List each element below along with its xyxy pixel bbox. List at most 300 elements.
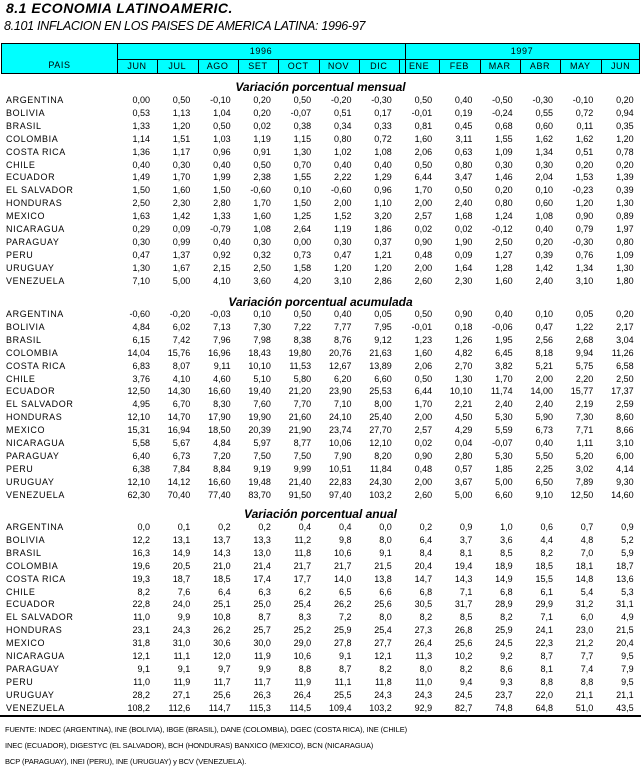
country-name: CHILE (6, 373, 36, 384)
country-name: PERU (6, 249, 34, 260)
value-cell: 0,90 (414, 236, 433, 247)
value-cell: 0,55 (535, 107, 553, 118)
value-cell: 13,1 (172, 534, 191, 545)
country-name: MEXICO (6, 425, 46, 436)
value-cell: 28,9 (495, 599, 513, 610)
value-cell: 25,7 (253, 625, 271, 636)
value-cell: 0,40 (213, 159, 231, 170)
table-row (0, 108, 641, 121)
value-cell: 0,4 (338, 522, 352, 532)
value-cell: 1,53 (575, 172, 594, 183)
value-cell: 11,0 (133, 676, 150, 687)
value-cell: 0,02 (454, 224, 473, 234)
value-cell: -0,07 (492, 438, 513, 448)
value-cell: -0,30 (371, 95, 392, 105)
value-cell: 2,17 (616, 321, 634, 332)
table-row (0, 147, 641, 160)
value-cell: -0,01 (411, 107, 433, 118)
value-cell: 1,34 (575, 262, 594, 273)
value-cell: 7,90 (333, 450, 352, 461)
value-cell: 1,50 (293, 198, 312, 209)
value-cell: 1,33 (132, 120, 150, 131)
value-cell: 2,50 (253, 262, 271, 273)
value-cell: 1,20 (374, 262, 392, 273)
value-cell: 43,5 (616, 702, 634, 713)
value-cell: 21,7 (293, 560, 312, 571)
value-cell: 1,19 (333, 224, 352, 234)
table-row (0, 185, 641, 198)
value-cell: 0,02 (253, 120, 271, 131)
value-cell: 14,9 (495, 573, 513, 584)
value-cell: 14,7 (414, 573, 433, 584)
value-cell: 1,19 (253, 133, 271, 144)
value-cell: 4,84 (213, 438, 231, 448)
value-cell: 5,67 (172, 438, 191, 448)
value-cell: 12,67 (328, 360, 352, 371)
value-cell: 5,97 (253, 438, 271, 448)
value-cell: 19,90 (248, 412, 271, 423)
value-cell: 11,9 (254, 651, 271, 661)
table-row (0, 664, 641, 677)
value-cell: 1,27 (495, 249, 513, 260)
value-cell: -0,50 (492, 95, 513, 105)
value-cell: 10,10 (248, 360, 271, 371)
value-cell: 22,3 (535, 638, 553, 649)
value-cell: -0,79 (210, 224, 231, 234)
value-cell: 0,96 (374, 185, 392, 196)
value-cell: 0,40 (535, 438, 553, 448)
value-cell: 62,30 (127, 489, 150, 500)
value-cell: 12,1 (132, 651, 150, 661)
value-cell: 1,03 (213, 133, 231, 144)
value-cell: 25,4 (293, 599, 312, 610)
value-cell: -0,60 (330, 185, 352, 196)
value-cell: -0,20 (330, 95, 352, 105)
value-cell: 3,02 (575, 463, 594, 474)
value-cell: 0,18 (454, 321, 473, 332)
value-cell: 14,12 (167, 476, 191, 487)
value-cell: 114,5 (289, 702, 312, 713)
value-cell: 25,4 (374, 625, 392, 636)
value-cell: 0,39 (616, 185, 634, 196)
value-cell: 21,4 (253, 560, 271, 571)
table-row (0, 399, 641, 412)
value-cell: 7,4 (580, 663, 594, 674)
value-cell: 7,95 (374, 321, 392, 332)
value-cell: 7,89 (575, 476, 594, 487)
value-cell: 2,19 (575, 399, 594, 410)
value-cell: 1,55 (293, 172, 312, 183)
value-cell: 0,91 (253, 146, 271, 157)
value-cell: 1,28 (495, 262, 513, 273)
value-cell: 1,23 (414, 334, 433, 345)
value-cell: 11,2 (294, 534, 312, 545)
country-name: HONDURAS (6, 625, 63, 636)
value-cell: 17,37 (611, 386, 634, 397)
value-cell: 2,57 (414, 425, 433, 436)
header-year-1997: 1997 (510, 46, 534, 56)
value-cell: 0,40 (213, 236, 231, 247)
value-cell: -0,01 (411, 321, 433, 332)
value-cell: 8,6 (500, 663, 513, 674)
table-row (0, 134, 641, 147)
country-name: EL SALVADOR (6, 399, 74, 410)
value-cell: 6,70 (172, 399, 191, 410)
value-cell: 0,40 (374, 159, 392, 170)
value-cell: 3,67 (454, 476, 473, 487)
value-cell: 0,6 (540, 522, 553, 532)
value-cell: 1,42 (172, 211, 191, 222)
value-cell: 15,77 (570, 386, 594, 397)
value-cell: 18,7 (172, 573, 191, 584)
value-cell: 1,80 (616, 275, 634, 286)
value-cell: 1,09 (495, 146, 513, 157)
value-cell: 6,00 (616, 450, 634, 461)
value-cell: 2,04 (535, 172, 553, 183)
value-cell: 2,40 (454, 198, 473, 209)
value-cell: 1,36 (132, 146, 150, 157)
value-cell: 10,51 (328, 463, 352, 474)
value-cell: 0,20 (535, 236, 553, 247)
table-row (0, 335, 641, 348)
value-cell: 1,20 (616, 133, 634, 144)
value-cell: 1,17 (172, 146, 191, 157)
value-cell: 23,74 (328, 425, 352, 436)
value-cell: 20,4 (414, 560, 433, 571)
value-cell: 9,8 (338, 534, 352, 545)
value-cell: 19,40 (248, 386, 271, 397)
value-cell: 1,99 (213, 172, 231, 183)
country-name: PARAGUAY (6, 663, 60, 674)
header-divider (439, 59, 440, 73)
value-cell: 8,77 (293, 438, 312, 448)
value-cell: 21,1 (616, 689, 634, 700)
value-cell: 0,02 (414, 438, 433, 448)
value-cell: 0,34 (333, 120, 352, 131)
value-cell: 7,20 (213, 450, 231, 461)
value-cell: 0,50 (414, 95, 433, 105)
value-cell: 0,32 (253, 249, 271, 260)
value-cell: 23,90 (328, 386, 352, 397)
value-cell: 23,0 (575, 625, 594, 636)
value-cell: 5,00 (495, 476, 513, 487)
value-cell: 10,2 (454, 651, 473, 661)
value-cell: 30,0 (253, 638, 271, 649)
header-month: JUN (127, 61, 147, 71)
header-year-1996: 1996 (249, 46, 273, 56)
value-cell: 1,50 (132, 185, 150, 196)
value-cell: 1,39 (616, 172, 634, 183)
value-cell: 1,25 (293, 211, 312, 222)
value-cell: 1,63 (132, 211, 150, 222)
value-cell: 13,3 (253, 534, 271, 545)
header-month: JUL (168, 61, 187, 71)
value-cell: 2,50 (495, 236, 513, 247)
table-row (0, 587, 641, 600)
header-month: MAY (569, 61, 591, 71)
value-cell: 12,0 (213, 651, 231, 661)
value-cell: 0,79 (575, 224, 594, 234)
value-cell: 1,30 (616, 198, 634, 209)
value-cell: 2,00 (414, 412, 433, 423)
value-cell: 11,7 (254, 676, 271, 687)
value-cell: 0,11 (576, 120, 594, 131)
value-cell: 10,8 (213, 612, 231, 623)
value-cell: 9,1 (137, 663, 150, 674)
country-name: COLOMBIA (6, 133, 59, 144)
value-cell: 5,59 (495, 425, 513, 436)
value-cell: 8,5 (459, 612, 473, 623)
value-cell: 11,9 (294, 676, 312, 687)
value-cell: 7,50 (293, 450, 312, 461)
value-cell: 0,51 (575, 146, 594, 157)
value-cell: 24,5 (454, 689, 473, 700)
value-cell: 9,19 (253, 463, 271, 474)
value-cell: 18,5 (535, 560, 553, 571)
country-name: BOLIVIA (6, 534, 46, 545)
value-cell: 9,9 (177, 612, 191, 623)
table-row (0, 599, 641, 612)
value-cell: 0,40 (333, 159, 352, 170)
header-divider (157, 59, 158, 73)
value-cell: 14,3 (454, 573, 473, 584)
value-cell: 2,25 (535, 463, 553, 474)
value-cell: 9,4 (459, 676, 473, 687)
value-cell: 27,7 (374, 638, 392, 649)
value-cell: 0,20 (616, 309, 634, 319)
value-cell: 114,7 (208, 702, 231, 713)
value-cell: 0,80 (495, 198, 513, 209)
value-cell: 0,50 (293, 309, 312, 319)
value-cell: 2,60 (414, 489, 433, 500)
value-cell: 7,50 (253, 450, 271, 461)
value-cell: 1,21 (374, 249, 392, 260)
table-row (0, 425, 641, 438)
value-cell: 5,58 (132, 438, 150, 448)
value-cell: 4,14 (616, 463, 634, 474)
value-cell: 8,0 (379, 612, 392, 623)
country-name: VENEZUELA (6, 275, 65, 286)
value-cell: 16,60 (208, 386, 231, 397)
table-row (0, 374, 641, 387)
value-cell: 8,2 (419, 612, 433, 623)
value-cell: 13,0 (253, 547, 271, 558)
value-cell: 0,47 (333, 249, 352, 260)
value-cell: 0,78 (616, 146, 634, 157)
value-cell: 1,70 (495, 373, 513, 384)
value-cell: 4,10 (213, 275, 231, 286)
country-name: NICARAGUA (6, 438, 65, 448)
value-cell: 24,3 (172, 625, 191, 636)
value-cell: 0,90 (414, 450, 433, 461)
value-cell: 25,6 (374, 599, 392, 610)
value-cell: 3,6 (500, 534, 513, 545)
value-cell: 0,19 (454, 107, 473, 118)
value-cell: 30,5 (414, 599, 433, 610)
value-cell: 4,4 (540, 534, 553, 545)
value-cell: 9,1 (338, 651, 352, 661)
value-cell: 18,5 (213, 573, 231, 584)
value-cell: 0,02 (414, 224, 433, 234)
value-cell: 1,09 (616, 249, 634, 260)
value-cell: 51,0 (575, 702, 594, 713)
table-row (0, 224, 641, 237)
value-cell: 31,0 (172, 638, 191, 649)
value-cell: 0,10 (535, 185, 553, 196)
value-cell: 2,59 (616, 399, 634, 410)
value-cell: 8,1 (459, 547, 473, 558)
header-divider (198, 59, 199, 73)
value-cell: 0,50 (414, 309, 433, 319)
country-name: HONDURAS (6, 412, 63, 423)
value-cell: 14,9 (172, 547, 191, 558)
value-cell: 8,00 (374, 399, 392, 410)
value-cell: 19,3 (132, 573, 150, 584)
country-name: ARGENTINA (6, 309, 64, 319)
country-name: BRASIL (6, 120, 42, 131)
value-cell: 1,95 (495, 334, 513, 345)
table-row (0, 625, 641, 638)
table-row (0, 574, 641, 587)
value-cell: 15,31 (127, 425, 150, 436)
value-cell: 18,43 (248, 347, 271, 358)
table-row (0, 348, 641, 361)
value-cell: 8,0 (419, 663, 433, 674)
value-cell: 2,50 (616, 373, 634, 384)
value-cell: 21,20 (288, 386, 312, 397)
value-cell: 6,6 (379, 586, 392, 597)
value-cell: 26,4 (293, 689, 312, 700)
value-cell: 0,05 (374, 309, 392, 319)
value-cell: 1,11 (576, 438, 594, 448)
value-cell: 11,3 (415, 651, 433, 661)
value-cell: -0,10 (572, 95, 594, 105)
value-cell: 24,3 (414, 689, 433, 700)
value-cell: 29,0 (293, 638, 312, 649)
value-cell: 5,30 (495, 450, 513, 461)
value-cell: 5,4 (580, 586, 594, 597)
country-name: CHILE (6, 586, 36, 597)
value-cell: 10,6 (333, 547, 352, 558)
value-cell: 6,02 (172, 321, 191, 332)
value-cell: 11,1 (173, 651, 191, 661)
value-cell: 0,38 (293, 120, 312, 131)
value-cell: 7,13 (213, 321, 231, 332)
value-cell: 20,39 (248, 425, 271, 436)
value-cell: 3,82 (495, 360, 513, 371)
country-name: ECUADOR (6, 386, 56, 397)
value-cell: 83,70 (248, 489, 271, 500)
value-cell: 2,57 (414, 211, 433, 222)
value-cell: 0,47 (132, 249, 150, 260)
value-cell: 3,10 (575, 275, 594, 286)
country-name: COLOMBIA (6, 560, 59, 571)
value-cell: 2,00 (333, 198, 352, 209)
value-cell: 7,42 (172, 334, 191, 345)
value-cell: 18,7 (616, 560, 634, 571)
value-cell: 1,0 (500, 522, 513, 532)
value-cell: 7,9 (621, 663, 634, 674)
value-cell: 9,1 (379, 547, 392, 558)
value-cell: 0,0 (379, 522, 392, 532)
value-cell: 24,1 (535, 625, 553, 636)
value-cell: 1,02 (333, 146, 352, 157)
value-cell: 77,40 (208, 489, 231, 500)
value-cell: 12,50 (127, 386, 150, 397)
value-cell: 8,5 (500, 547, 513, 558)
table-row (0, 703, 641, 716)
value-cell: 1,85 (495, 463, 513, 474)
value-cell: 24,0 (172, 599, 191, 610)
value-cell: 1,60 (414, 347, 433, 358)
value-cell: 0,20 (253, 95, 271, 105)
header-divider (560, 59, 561, 73)
value-cell: 1,60 (253, 211, 271, 222)
value-cell: 1,58 (293, 262, 312, 273)
value-cell: 0,50 (213, 120, 231, 131)
value-cell: 9,99 (293, 463, 312, 474)
country-name: HONDURAS (6, 198, 63, 209)
value-cell: 13,8 (374, 573, 392, 584)
value-cell: 6,58 (616, 360, 634, 371)
value-cell: 2,38 (253, 172, 271, 183)
value-cell: 7,98 (253, 334, 271, 345)
value-cell: 115,3 (249, 702, 271, 713)
value-cell: 8,4 (419, 547, 433, 558)
value-cell: 0,17 (374, 107, 392, 118)
value-cell: 20,5 (172, 560, 191, 571)
value-cell: 6,15 (132, 334, 150, 345)
value-cell: -0,06 (492, 321, 513, 332)
value-cell: 2,21 (454, 399, 473, 410)
value-cell: -0,23 (572, 185, 594, 196)
value-cell: 1,34 (535, 146, 553, 157)
value-cell: 1,08 (535, 211, 553, 222)
value-cell: 103,2 (369, 702, 392, 713)
value-cell: 5,90 (535, 412, 553, 423)
value-cell: 19,6 (132, 560, 150, 571)
value-cell: 3,60 (253, 275, 271, 286)
value-cell: 1,30 (132, 262, 150, 273)
value-cell: 0,50 (454, 185, 473, 196)
value-cell: 6,44 (414, 172, 433, 183)
value-cell: -0,10 (210, 95, 231, 105)
header-pais: PAIS (48, 60, 71, 70)
value-cell: 31,7 (454, 599, 473, 610)
value-cell: 16,60 (208, 476, 231, 487)
value-cell: 0,90 (575, 211, 594, 222)
country-name: PARAGUAY (6, 450, 60, 461)
value-cell: 2,06 (414, 146, 433, 157)
bottom-rule (0, 715, 641, 717)
table-row (0, 548, 641, 561)
value-cell: 8,07 (172, 360, 191, 371)
value-cell: 2,30 (454, 275, 473, 286)
value-cell: 19,80 (288, 347, 312, 358)
value-cell: 25,1 (213, 599, 231, 610)
table-row (0, 412, 641, 425)
value-cell: 1,42 (535, 262, 553, 273)
value-cell: 0,72 (575, 107, 594, 118)
header-month: AGO (206, 61, 229, 71)
value-cell: 6,60 (495, 489, 513, 500)
value-cell: 18,9 (495, 560, 513, 571)
country-name: PARAGUAY (6, 236, 60, 247)
value-cell: 4,95 (132, 399, 150, 410)
value-cell: 0,10 (293, 185, 312, 196)
value-cell: 5,2 (621, 534, 634, 545)
header-divider (601, 59, 602, 73)
